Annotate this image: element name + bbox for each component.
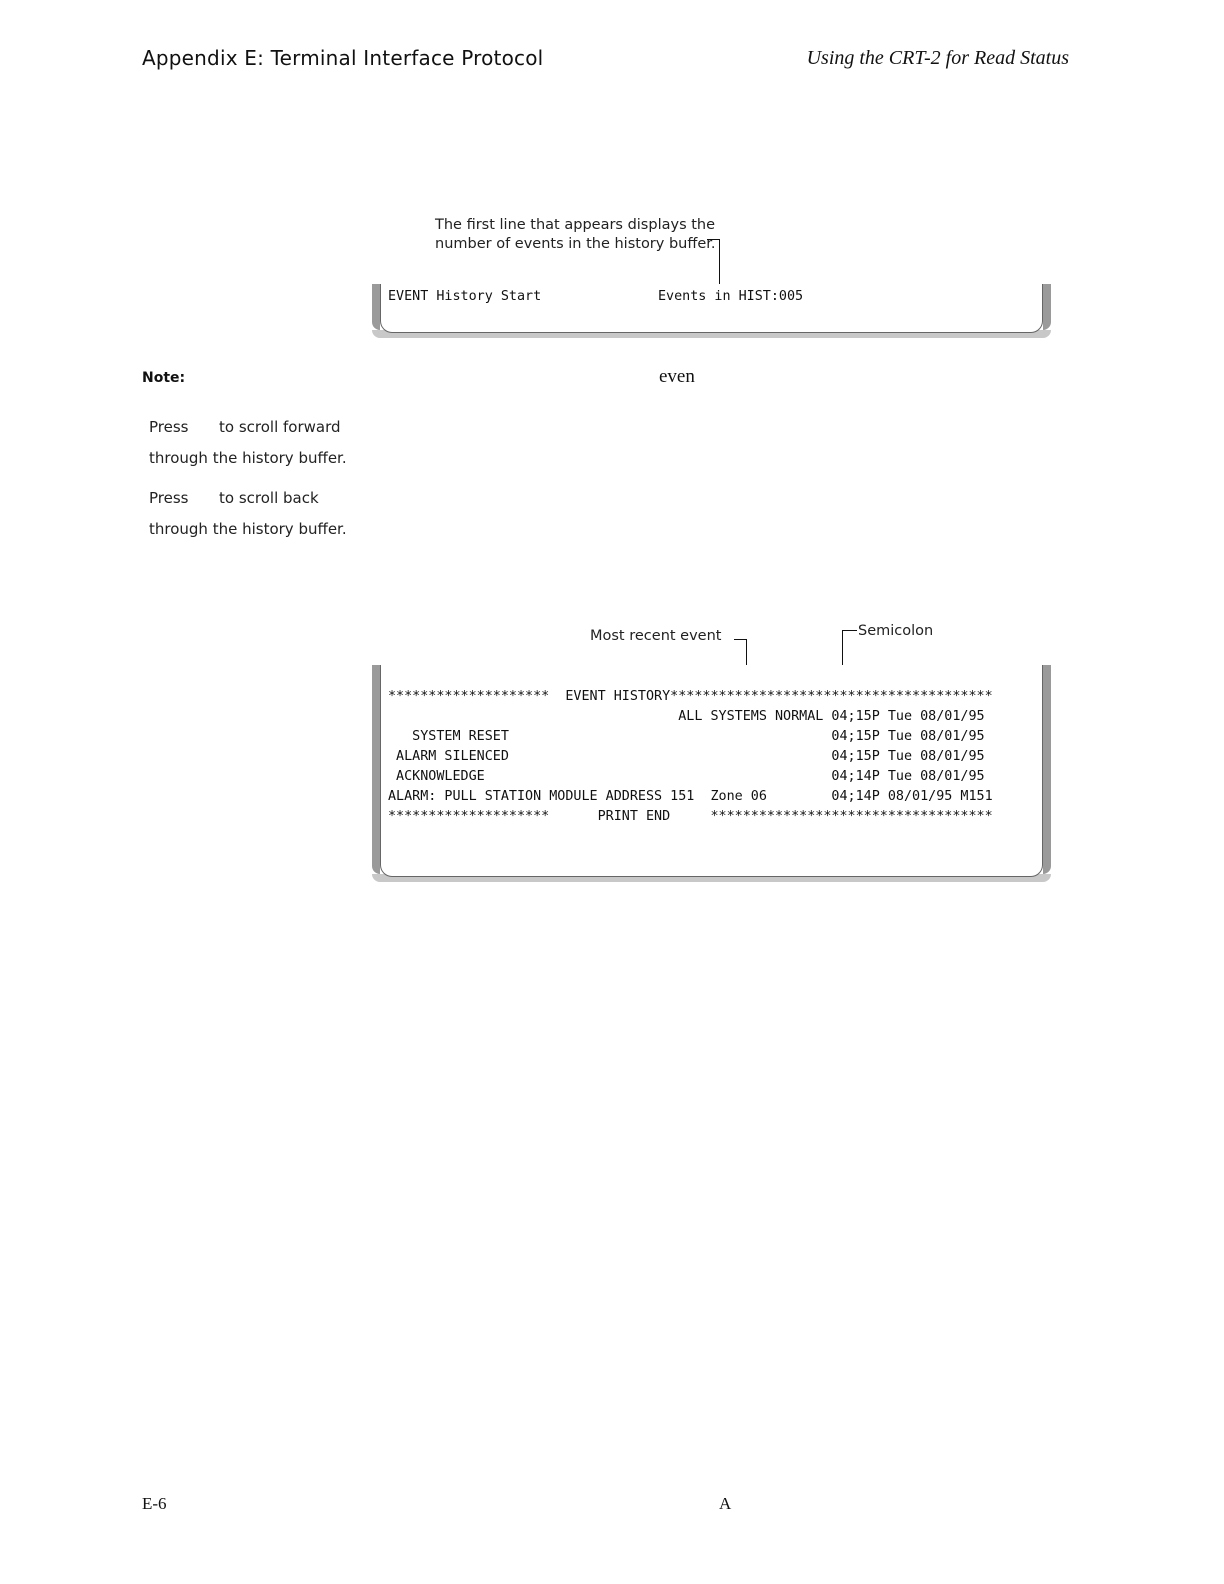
events-in-hist-text: Events in HIST:005	[658, 289, 804, 304]
terminal-screen-history-start	[372, 284, 1051, 338]
scroll-forward-press: Press	[149, 418, 189, 436]
most-recent-event-callout: Most recent event	[590, 628, 722, 644]
first-line-callout-line2: number of events in the history buffer.	[435, 236, 716, 252]
scroll-back-text2: through the history buffer.	[149, 520, 347, 538]
history-line: ******************** PRINT END ***********************************	[388, 809, 993, 824]
running-header-left: Appendix E: Terminal Interface Protocol	[142, 46, 544, 70]
screen-frame-right	[1043, 665, 1051, 874]
history-line: SYSTEM RESET 04;15P Tue 08/01/95	[388, 729, 985, 744]
screen-inner	[380, 284, 1043, 333]
history-line: ALARM: PULL STATION MODULE ADDRESS 151 Zone 06 04;14P 08/01/95 M151	[388, 789, 993, 804]
page-number: E-6	[142, 1494, 167, 1513]
screen-inner	[380, 665, 1043, 877]
first-line-callout	[435, 216, 716, 254]
terminal-screen-event-history	[372, 665, 1051, 882]
scroll-back-press: Press	[149, 489, 189, 507]
history-line: ******************** EVENT HISTORY****************************************	[388, 689, 993, 704]
semicolon-callout: Semicolon	[858, 623, 934, 639]
first-line-callout-line1: The first line that appears displays the	[435, 217, 716, 233]
history-start-text: EVENT History Start	[388, 289, 542, 304]
scroll-forward-text2: through the history buffer.	[149, 449, 347, 467]
history-line: ACKNOWLEDGE 04;14P Tue 08/01/95	[388, 769, 985, 784]
first-line-leader	[707, 239, 720, 284]
history-line: ALARM SILENCED 04;15P Tue 08/01/95	[388, 749, 985, 764]
running-header-right: Using the CRT-2 for Read Status	[806, 47, 1069, 69]
note-fragment: even	[659, 366, 695, 387]
footer-center: A	[719, 1494, 732, 1513]
screen-frame-left	[372, 284, 380, 330]
scroll-forward-text: to scroll forward	[219, 418, 341, 436]
screen-frame-left	[372, 665, 380, 874]
history-line: ALL SYSTEMS NORMAL 04;15P Tue 08/01/95	[388, 709, 985, 724]
scroll-back-text: to scroll back	[219, 489, 319, 507]
note-label: Note:	[142, 370, 186, 386]
event-history-listing	[388, 687, 993, 827]
screen-frame-right	[1043, 284, 1051, 330]
